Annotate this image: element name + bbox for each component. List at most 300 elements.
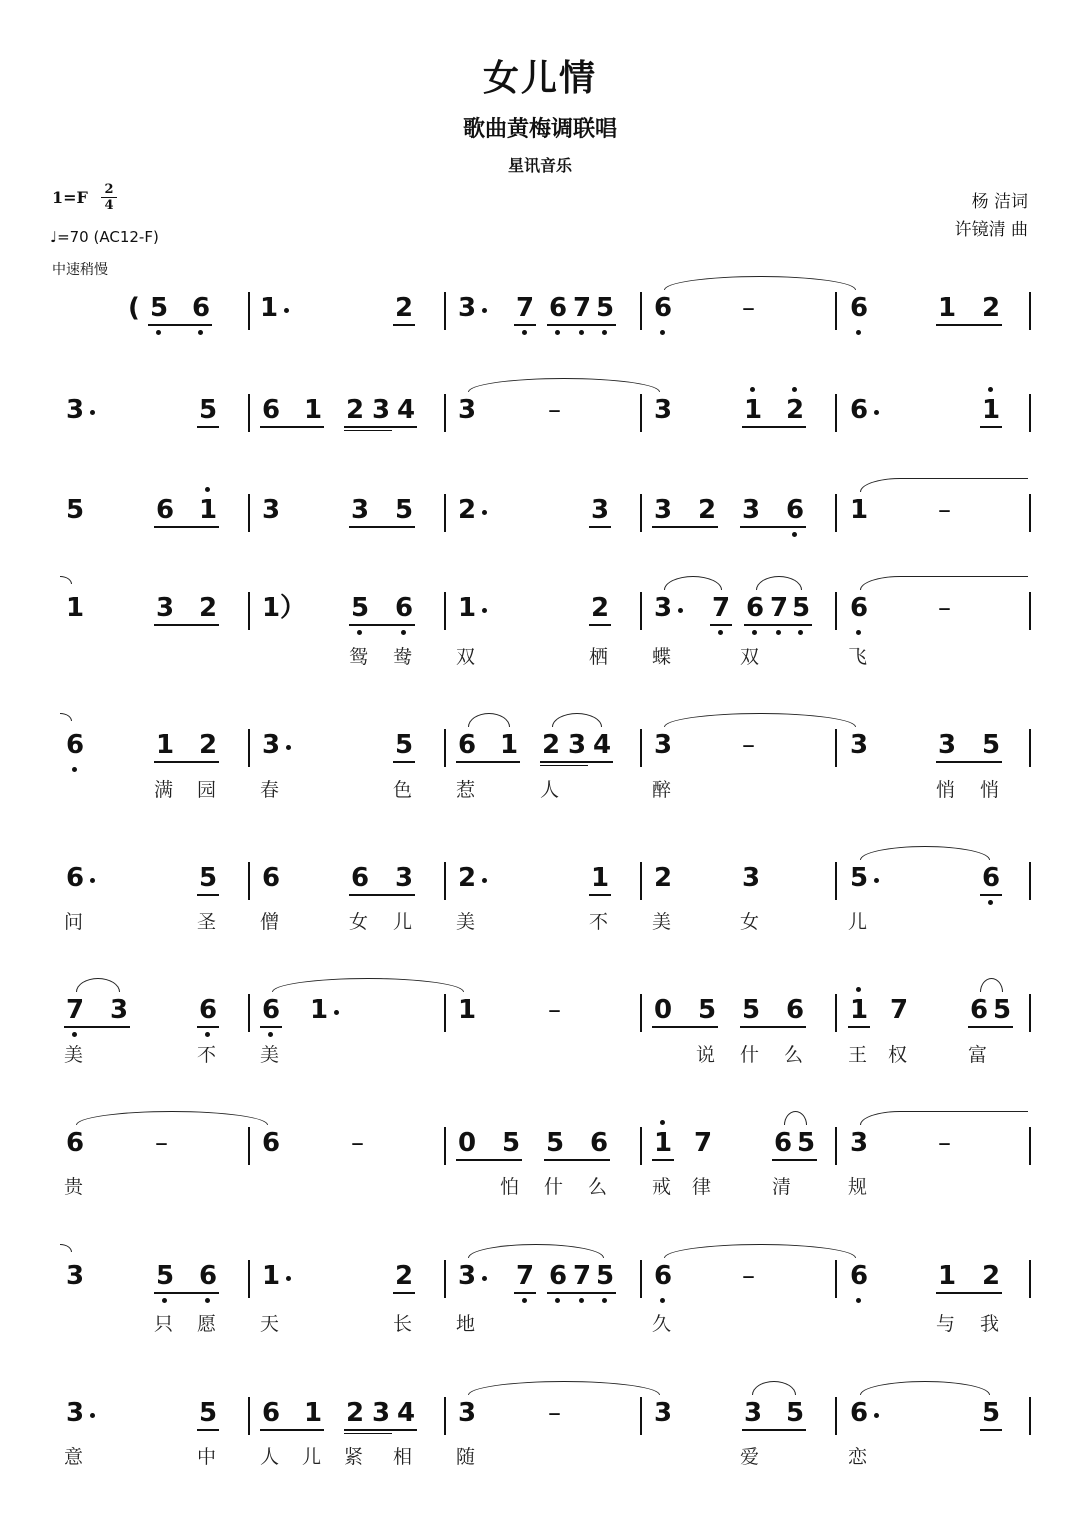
lyric-char: 满 bbox=[154, 779, 174, 801]
beam-underline bbox=[589, 526, 611, 528]
note: 6 bbox=[590, 1128, 609, 1158]
beam-underline bbox=[968, 1026, 1013, 1028]
note: 4 bbox=[593, 730, 612, 760]
beam-underline bbox=[740, 1026, 806, 1028]
barline bbox=[835, 1127, 837, 1165]
note: 7 bbox=[890, 995, 909, 1025]
beam-underline bbox=[547, 1292, 616, 1294]
note: 5 bbox=[850, 863, 869, 893]
octave-dot bbox=[660, 1120, 665, 1125]
note: 3 bbox=[156, 593, 175, 623]
barline bbox=[835, 394, 837, 432]
lyric-char: 长 bbox=[393, 1313, 413, 1335]
beam-underline bbox=[514, 324, 536, 326]
note: 5 bbox=[742, 995, 761, 1025]
note: – bbox=[938, 495, 951, 525]
beam-underline bbox=[742, 426, 806, 428]
note: 7 bbox=[573, 1261, 592, 1291]
lyric-char: 双 bbox=[740, 646, 760, 668]
octave-dot bbox=[205, 487, 210, 492]
augmentation-dot bbox=[482, 608, 487, 613]
lyric-char: 王 bbox=[848, 1044, 868, 1066]
lyric-char: 清 bbox=[772, 1176, 792, 1198]
octave-dot bbox=[752, 630, 757, 635]
note: 1 bbox=[458, 593, 477, 623]
barline bbox=[835, 1260, 837, 1298]
lyric-char: 悄 bbox=[936, 779, 956, 801]
note: 3 bbox=[372, 1398, 391, 1428]
lyric-char: 色 bbox=[393, 779, 413, 801]
note: 6 bbox=[395, 593, 414, 623]
octave-dot bbox=[357, 630, 362, 635]
barline bbox=[444, 494, 446, 532]
lyric-char: 恋 bbox=[848, 1446, 868, 1468]
beam-underline bbox=[456, 761, 520, 763]
note: 2 bbox=[458, 495, 477, 525]
beam-underline bbox=[456, 1159, 522, 1161]
barline bbox=[444, 1127, 446, 1165]
beam-underline bbox=[393, 761, 415, 763]
beam-underline bbox=[344, 430, 392, 431]
octave-dot bbox=[792, 387, 797, 392]
beam-underline bbox=[740, 526, 806, 528]
lyric-char: 中 bbox=[197, 1446, 217, 1468]
octave-dot bbox=[522, 330, 527, 335]
barline bbox=[248, 592, 250, 630]
note: 3 bbox=[458, 293, 477, 323]
note: 6 bbox=[850, 1398, 869, 1428]
beam-underline bbox=[154, 761, 219, 763]
note: 6 bbox=[458, 730, 477, 760]
note: 2 bbox=[199, 593, 218, 623]
barline bbox=[444, 592, 446, 630]
note: 3 bbox=[938, 730, 957, 760]
barline bbox=[248, 1397, 250, 1435]
barline bbox=[1029, 1260, 1031, 1298]
note: 3 bbox=[262, 730, 281, 760]
lyric-char: 戒 bbox=[652, 1176, 672, 1198]
beam-underline bbox=[349, 624, 415, 626]
note: 6 bbox=[850, 395, 869, 425]
slur bbox=[784, 1111, 807, 1125]
lyric-char: 女 bbox=[349, 911, 369, 933]
lyric-char: 人 bbox=[260, 1446, 280, 1468]
note: 7 bbox=[66, 995, 85, 1025]
note: 3 bbox=[654, 730, 673, 760]
note: 2 bbox=[395, 293, 414, 323]
octave-dot bbox=[555, 330, 560, 335]
augmentation-dot bbox=[90, 1413, 95, 1418]
augmentation-dot bbox=[284, 308, 289, 313]
barline bbox=[248, 494, 250, 532]
note: 7 bbox=[516, 293, 535, 323]
barline bbox=[1029, 1397, 1031, 1435]
slur-tail bbox=[60, 576, 72, 584]
note: 5 bbox=[199, 395, 218, 425]
note: 2 bbox=[982, 293, 1001, 323]
slur-tail bbox=[60, 1244, 72, 1252]
speed-marking: 中速稍慢 bbox=[52, 262, 108, 278]
slur-tail bbox=[60, 713, 72, 721]
note: 5 bbox=[792, 593, 811, 623]
beam-underline bbox=[197, 1429, 219, 1431]
note: 3 bbox=[654, 1398, 673, 1428]
augmentation-dot bbox=[874, 878, 879, 883]
beam-underline bbox=[349, 526, 415, 528]
note: 5 bbox=[395, 495, 414, 525]
octave-dot bbox=[856, 330, 861, 335]
note: 3 bbox=[372, 395, 391, 425]
lyric-char: 富 bbox=[968, 1044, 988, 1066]
octave-dot bbox=[660, 1298, 665, 1303]
lyric-char: 惹 bbox=[456, 779, 476, 801]
octave-dot bbox=[198, 330, 203, 335]
octave-dot bbox=[750, 387, 755, 392]
beam-underline bbox=[64, 1026, 130, 1028]
barline bbox=[444, 292, 446, 330]
lyric-char: 蝶 bbox=[652, 646, 672, 668]
note: 3 bbox=[110, 995, 129, 1025]
beam-underline bbox=[540, 765, 588, 766]
note: 1 bbox=[591, 863, 610, 893]
barline bbox=[640, 1397, 642, 1435]
lyric-char: 律 bbox=[692, 1176, 712, 1198]
note: ( bbox=[128, 293, 140, 323]
note: 1 bbox=[982, 395, 1001, 425]
note: 6 bbox=[850, 1261, 869, 1291]
note: 1 bbox=[260, 293, 279, 323]
note: 3 bbox=[568, 730, 587, 760]
barline bbox=[1029, 862, 1031, 900]
slur-open bbox=[860, 576, 1028, 590]
octave-dot bbox=[602, 1298, 607, 1303]
note: 6 bbox=[786, 495, 805, 525]
beam-underline bbox=[344, 1429, 417, 1431]
note: 5 bbox=[993, 995, 1012, 1025]
lyric-char: 权 bbox=[888, 1044, 908, 1066]
note: 3 bbox=[654, 395, 673, 425]
note: – bbox=[548, 1398, 561, 1428]
note: 2 bbox=[199, 730, 218, 760]
note: 6 bbox=[66, 863, 85, 893]
note: 5 bbox=[982, 1398, 1001, 1428]
octave-dot bbox=[798, 630, 803, 635]
slur bbox=[468, 1381, 660, 1395]
note: 2 bbox=[786, 395, 805, 425]
note: 0 bbox=[654, 995, 673, 1025]
note: 1 bbox=[66, 593, 85, 623]
barline bbox=[444, 862, 446, 900]
lyric-char: 我 bbox=[980, 1313, 1000, 1335]
note: 6 bbox=[746, 593, 765, 623]
beam-underline bbox=[393, 1292, 415, 1294]
slur bbox=[468, 1244, 604, 1258]
slur bbox=[76, 1111, 268, 1125]
note: – bbox=[155, 1128, 168, 1158]
slur bbox=[468, 713, 510, 727]
octave-dot bbox=[988, 387, 993, 392]
note: 2 bbox=[982, 1261, 1001, 1291]
lyric-char: 圣 bbox=[197, 911, 217, 933]
lyric-char: 悄 bbox=[980, 779, 1000, 801]
note: – bbox=[742, 1261, 755, 1291]
beam-underline bbox=[514, 1292, 536, 1294]
composer-credit: 许镜清 曲 bbox=[954, 220, 1028, 240]
barline bbox=[248, 292, 250, 330]
note: 3 bbox=[850, 730, 869, 760]
augmentation-dot bbox=[482, 878, 487, 883]
barline bbox=[444, 1397, 446, 1435]
barline bbox=[640, 1260, 642, 1298]
lyric-char: 儿 bbox=[393, 911, 413, 933]
note: 7 bbox=[712, 593, 731, 623]
note: 7 bbox=[770, 593, 789, 623]
beam-underline bbox=[936, 761, 1002, 763]
lyric-char: 随 bbox=[456, 1446, 476, 1468]
note: 3 bbox=[351, 495, 370, 525]
beam-underline bbox=[197, 426, 219, 428]
beam-underline bbox=[652, 526, 718, 528]
octave-dot bbox=[205, 1032, 210, 1037]
beam-underline bbox=[589, 624, 611, 626]
note: 2 bbox=[346, 395, 365, 425]
note: – bbox=[938, 593, 951, 623]
note: 2 bbox=[542, 730, 561, 760]
note: – bbox=[351, 1128, 364, 1158]
barline bbox=[444, 729, 446, 767]
lyric-char: 紧 bbox=[344, 1446, 364, 1468]
octave-dot bbox=[522, 1298, 527, 1303]
barline bbox=[640, 729, 642, 767]
lyric-char: 双 bbox=[456, 646, 476, 668]
note: 3 bbox=[742, 495, 761, 525]
barline bbox=[248, 1260, 250, 1298]
note: 6 bbox=[192, 293, 211, 323]
note: 4 bbox=[397, 395, 416, 425]
octave-dot bbox=[856, 630, 861, 635]
beam-underline bbox=[344, 426, 417, 428]
note: 3 bbox=[66, 1261, 85, 1291]
slur bbox=[468, 378, 660, 392]
slur bbox=[664, 1244, 856, 1258]
note: 6 bbox=[351, 863, 370, 893]
barline bbox=[835, 1397, 837, 1435]
beam-underline bbox=[936, 1292, 1002, 1294]
note: 1 bbox=[850, 495, 869, 525]
note: 1 bbox=[199, 495, 218, 525]
note: 3 bbox=[66, 395, 85, 425]
note: 2 bbox=[698, 495, 717, 525]
lyric-char: 意 bbox=[64, 1446, 84, 1468]
barline bbox=[1029, 292, 1031, 330]
song-title: 女儿情 bbox=[482, 57, 597, 99]
note: 5 bbox=[156, 1261, 175, 1291]
augmentation-dot bbox=[482, 510, 487, 515]
note: 5 bbox=[982, 730, 1001, 760]
note: 1 bbox=[304, 395, 323, 425]
beam-underline bbox=[742, 1429, 806, 1431]
octave-dot bbox=[268, 1032, 273, 1037]
beam-underline bbox=[154, 1292, 219, 1294]
note: 3 bbox=[66, 1398, 85, 1428]
note: 5 bbox=[786, 1398, 805, 1428]
lyric-char: 说 bbox=[696, 1044, 716, 1066]
lyric-char: 什 bbox=[740, 1044, 760, 1066]
beam-underline bbox=[980, 426, 1002, 428]
note: 1 bbox=[500, 730, 519, 760]
slur bbox=[76, 978, 120, 992]
lyric-char: 么 bbox=[784, 1044, 804, 1066]
lyric-char: 美 bbox=[260, 1044, 280, 1066]
barline bbox=[640, 592, 642, 630]
beam-underline bbox=[980, 894, 1002, 896]
beam-underline bbox=[848, 1026, 870, 1028]
note: 3 bbox=[744, 1398, 763, 1428]
octave-dot bbox=[401, 630, 406, 635]
note: 6 bbox=[549, 293, 568, 323]
beam-underline bbox=[154, 526, 219, 528]
note: 1 bbox=[744, 395, 763, 425]
beam-underline bbox=[393, 324, 415, 326]
lyric-char: 只 bbox=[154, 1313, 174, 1335]
note: 6 bbox=[654, 293, 673, 323]
barline bbox=[248, 994, 250, 1032]
lyric-char: 飞 bbox=[848, 646, 868, 668]
barline bbox=[835, 592, 837, 630]
beam-underline bbox=[710, 624, 732, 626]
octave-dot bbox=[988, 900, 993, 905]
beam-underline bbox=[148, 324, 212, 326]
barline bbox=[640, 494, 642, 532]
barline bbox=[444, 994, 446, 1032]
note: 5 bbox=[66, 495, 85, 525]
lyric-char: 地 bbox=[456, 1313, 476, 1335]
lyric-char: 鸯 bbox=[393, 646, 413, 668]
lyric-char: 春 bbox=[260, 779, 280, 801]
barline bbox=[1029, 994, 1031, 1032]
note: 6 bbox=[156, 495, 175, 525]
note: 6 bbox=[199, 995, 218, 1025]
barline bbox=[640, 1127, 642, 1165]
beam-underline bbox=[652, 1159, 674, 1161]
octave-dot bbox=[72, 767, 77, 772]
slur bbox=[980, 978, 1003, 992]
note: 1 bbox=[938, 1261, 957, 1291]
barline bbox=[835, 292, 837, 330]
note: 6 bbox=[66, 730, 85, 760]
key-signature: 1=F bbox=[52, 188, 88, 207]
note: 7 bbox=[516, 1261, 535, 1291]
note: 2 bbox=[458, 863, 477, 893]
time-bottom: 4 bbox=[104, 198, 114, 213]
note: 5 bbox=[546, 1128, 565, 1158]
note: 5 bbox=[797, 1128, 816, 1158]
augmentation-dot bbox=[482, 308, 487, 313]
slur-open bbox=[860, 1111, 1028, 1125]
slur bbox=[664, 276, 856, 290]
augmentation-dot bbox=[482, 1276, 487, 1281]
note: 3 bbox=[458, 1261, 477, 1291]
note: – bbox=[742, 730, 755, 760]
lyric-char: 相 bbox=[393, 1446, 413, 1468]
note: 6 bbox=[850, 293, 869, 323]
slur bbox=[860, 846, 990, 860]
lyric-char: 儿 bbox=[848, 911, 868, 933]
slur bbox=[272, 978, 464, 992]
beam-underline bbox=[540, 761, 613, 763]
time-signature bbox=[101, 183, 117, 212]
note: 2 bbox=[591, 593, 610, 623]
slur bbox=[664, 576, 722, 590]
lyric-char: 美 bbox=[652, 911, 672, 933]
note: 6 bbox=[970, 995, 989, 1025]
note: 1 bbox=[262, 1261, 281, 1291]
barline bbox=[1029, 394, 1031, 432]
lyric-char: 美 bbox=[456, 911, 476, 933]
note: – bbox=[938, 1128, 951, 1158]
octave-dot bbox=[579, 1298, 584, 1303]
note: 5 bbox=[596, 1261, 615, 1291]
barline bbox=[640, 394, 642, 432]
note: 3 bbox=[591, 495, 610, 525]
octave-dot bbox=[792, 532, 797, 537]
lyric-char: 贵 bbox=[64, 1176, 84, 1198]
octave-dot bbox=[555, 1298, 560, 1303]
lyric-char: 与 bbox=[936, 1313, 956, 1335]
lyric-char: 愿 bbox=[197, 1313, 217, 1335]
beam-underline bbox=[589, 894, 611, 896]
note: 3 bbox=[654, 593, 673, 623]
octave-dot bbox=[776, 630, 781, 635]
slur bbox=[756, 576, 802, 590]
slur-open bbox=[860, 478, 1028, 492]
octave-dot bbox=[602, 330, 607, 335]
beam-underline bbox=[197, 894, 219, 896]
note: 1 bbox=[310, 995, 329, 1025]
note: 6 bbox=[549, 1261, 568, 1291]
octave-dot bbox=[660, 330, 665, 335]
note: 1 bbox=[262, 593, 281, 623]
note: 3 bbox=[742, 863, 761, 893]
note: 1 bbox=[654, 1128, 673, 1158]
beam-underline bbox=[344, 1433, 392, 1434]
note: ） bbox=[280, 593, 307, 623]
octave-dot bbox=[856, 1298, 861, 1303]
note: 5 bbox=[502, 1128, 521, 1158]
tempo-marking: ♩=70 (AC12-F) bbox=[50, 228, 159, 246]
beam-underline bbox=[744, 624, 812, 626]
barline bbox=[1029, 1127, 1031, 1165]
note: 1 bbox=[458, 995, 477, 1025]
note: 6 bbox=[982, 863, 1001, 893]
lyric-char: 不 bbox=[589, 911, 609, 933]
note: 5 bbox=[150, 293, 169, 323]
note: 5 bbox=[199, 1398, 218, 1428]
barline bbox=[835, 994, 837, 1032]
beam-underline bbox=[547, 324, 616, 326]
lyric-char: 天 bbox=[260, 1313, 280, 1335]
augmentation-dot bbox=[334, 1010, 339, 1015]
note: 3 bbox=[654, 495, 673, 525]
note: 2 bbox=[395, 1261, 414, 1291]
note: 5 bbox=[351, 593, 370, 623]
note: 1 bbox=[850, 995, 869, 1025]
augmentation-dot bbox=[90, 878, 95, 883]
note: 2 bbox=[346, 1398, 365, 1428]
barline bbox=[835, 494, 837, 532]
beam-underline bbox=[154, 624, 219, 626]
augmentation-dot bbox=[678, 608, 683, 613]
